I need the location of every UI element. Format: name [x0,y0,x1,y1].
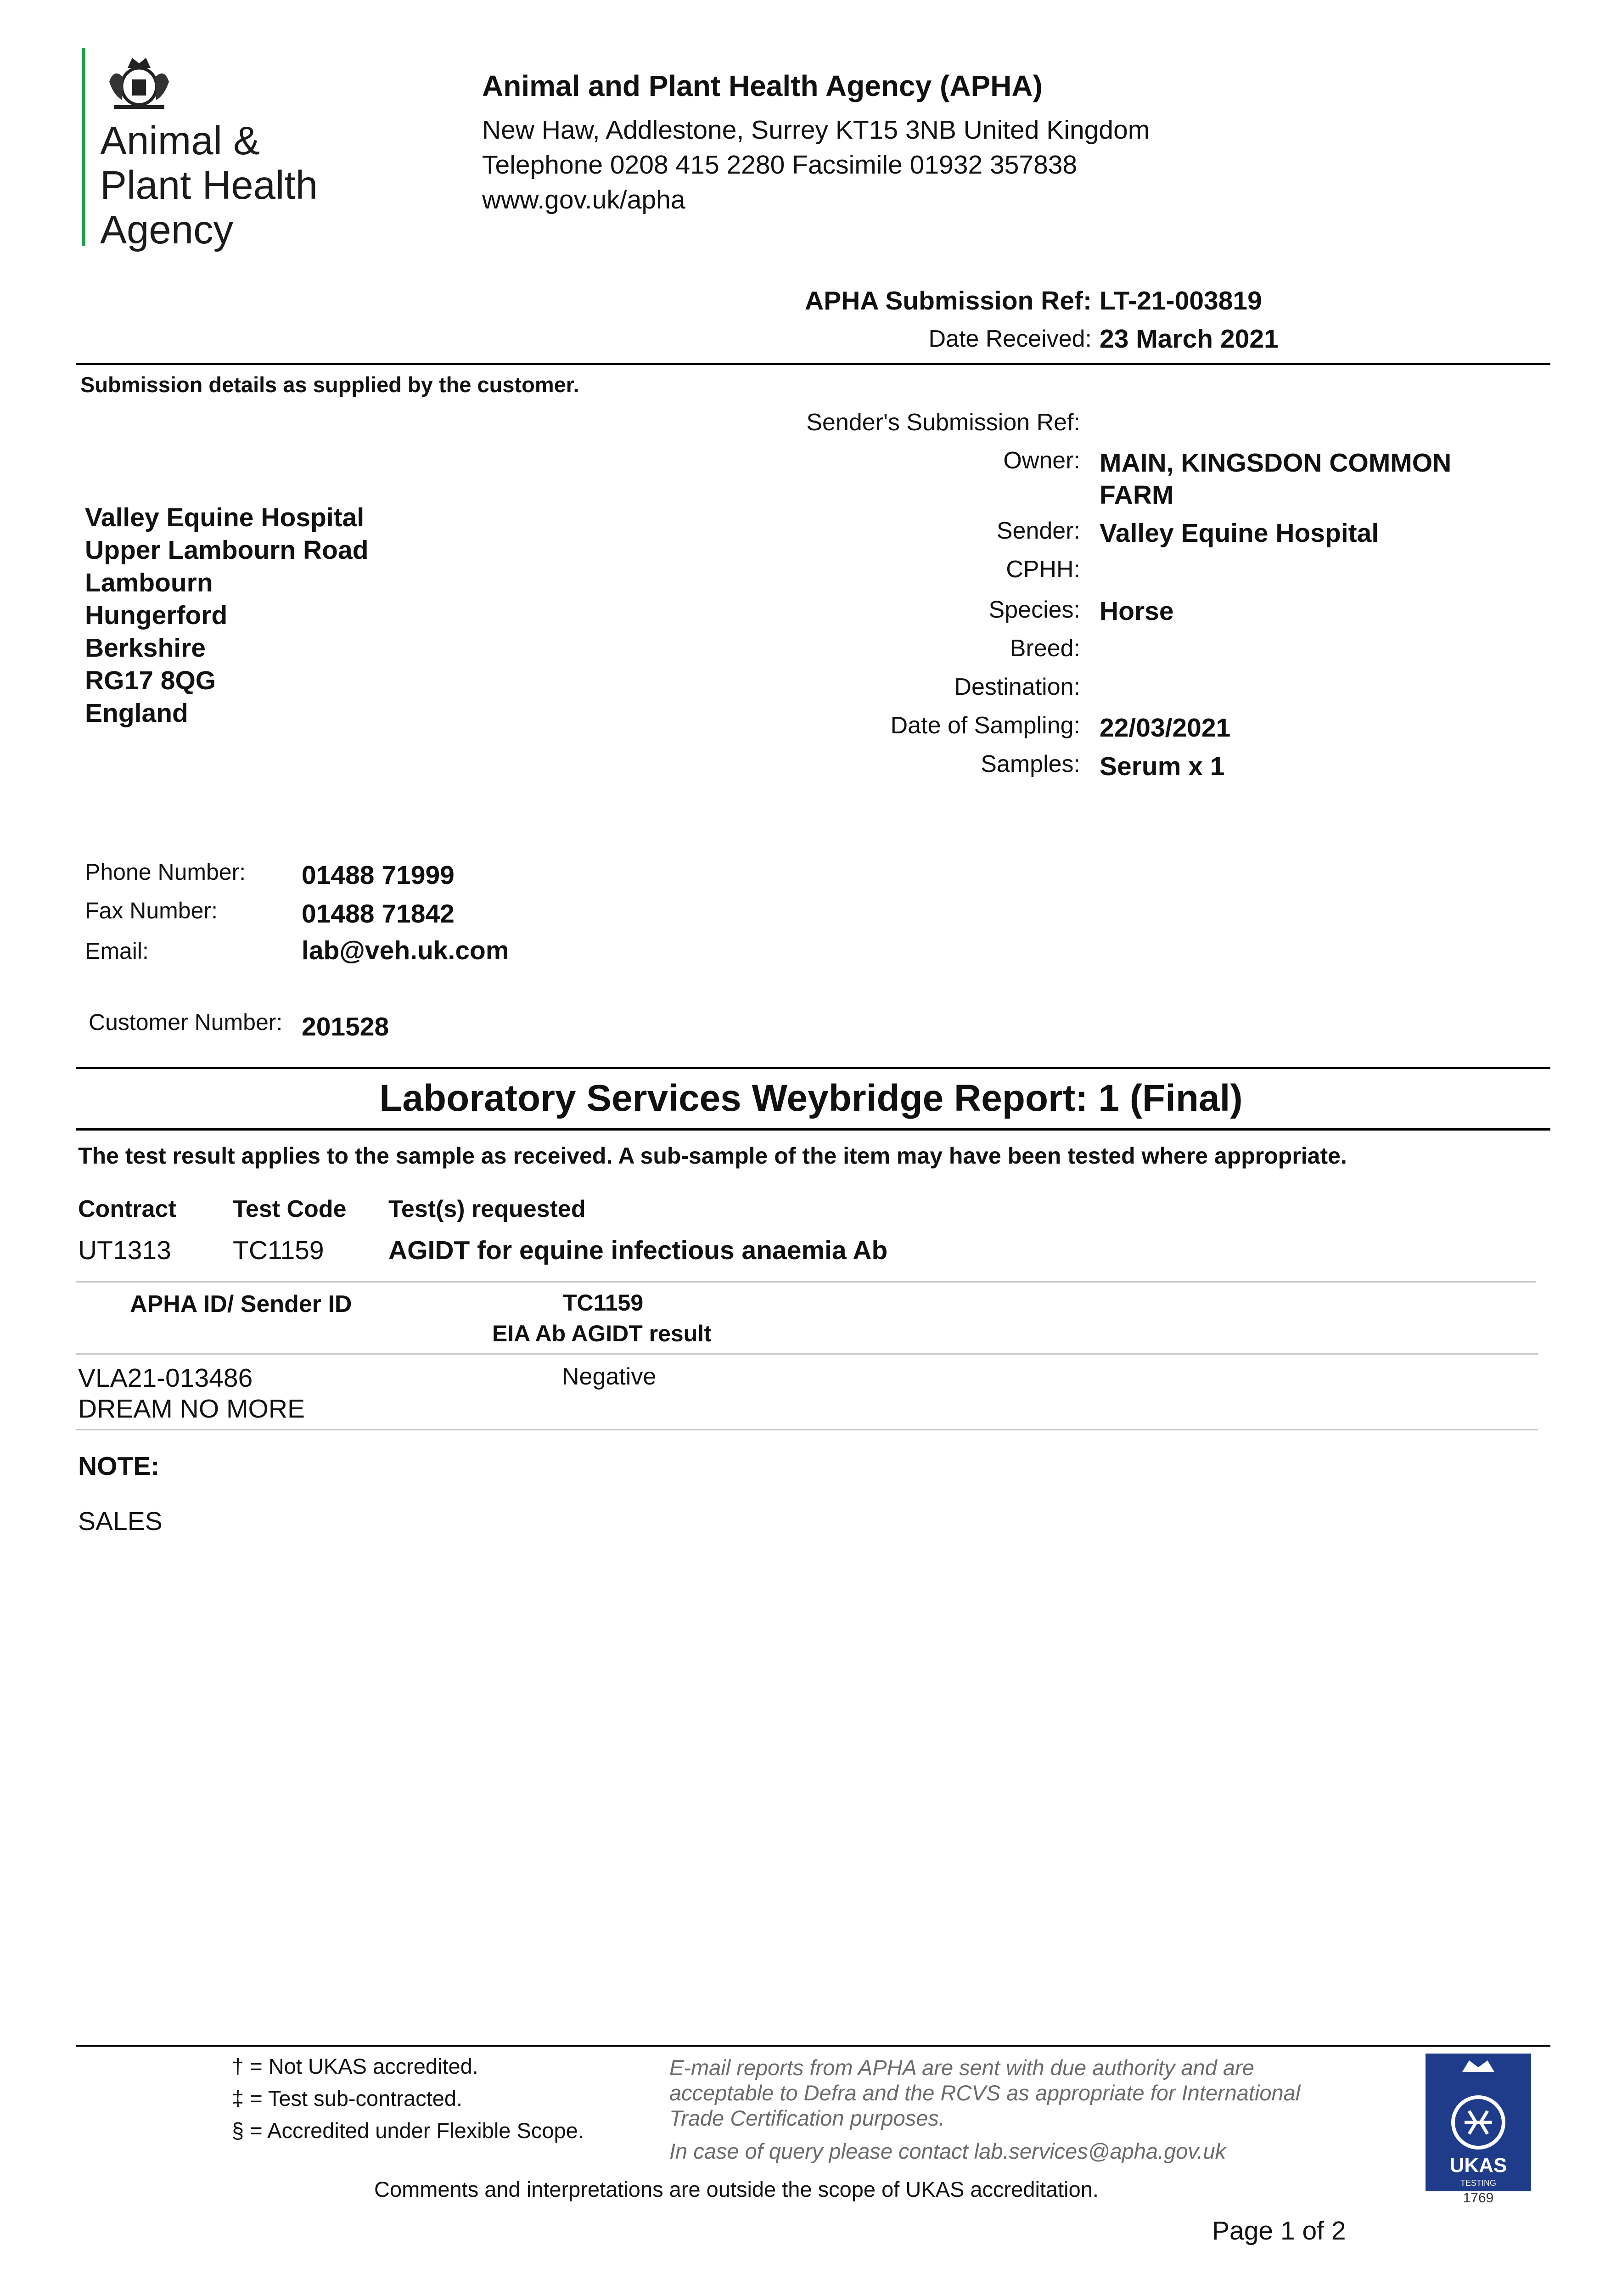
logo-green-bar [82,48,85,246]
note-value: SALES [78,1507,163,1536]
address-line: Hungerford [85,601,228,630]
legend-flexible-scope: § = Accredited under Flexible Scope. [232,2118,584,2143]
samples-label: Samples: [981,751,1080,777]
results-bottom-divider [76,1429,1538,1430]
address-line: Berkshire [85,633,206,663]
date-received-label: Date Received: [928,326,1092,352]
test-code-value: TC1159 [233,1236,324,1265]
ukas-number: 1769 [1463,2190,1494,2205]
results-name-header: EIA Ab AGIDT result [492,1321,712,1346]
results-header-divider [76,1353,1538,1355]
ukas-label: UKAS [1449,2154,1507,2177]
results-code-header: TC1159 [563,1290,644,1316]
submission-ref-label: APHA Submission Ref: [805,286,1092,315]
destination-label: Destination: [954,674,1080,700]
report-disclaimer: The test result applies to the sample as received. A sub-sample of the item may have been tested where appropriate. [78,1143,1347,1169]
sender-value: Valley Equine Hospital [1100,518,1379,548]
species-value: Horse [1100,597,1174,626]
footer-legend [232,2050,584,2147]
address-line: England [85,698,188,728]
sampling-date-value: 22/03/2021 [1100,713,1231,743]
customer-address [85,501,369,730]
cphh-label: CPHH: [1006,556,1080,583]
phone-label: Phone Number: [85,859,246,885]
note-label: NOTE: [78,1452,160,1481]
fax-label: Fax Number: [85,898,218,923]
phone-value: 01488 71999 [302,861,455,890]
samples-value: Serum x 1 [1100,752,1225,781]
footer-query-note: In case of query please contact lab.services@apha.gov.uk [669,2139,1226,2163]
date-received-value: 23 March 2021 [1100,324,1279,354]
customer-number-label: Customer Number: [89,1009,283,1035]
report-bottom-divider [76,1128,1550,1131]
agency-website[interactable]: www.gov.uk/apha [482,185,685,214]
owner-label: Owner: [1003,447,1080,474]
agency-name: Animal and Plant Health Agency (APHA) [482,69,1043,102]
email-note-line: Trade Certification purposes. [669,2106,945,2130]
agency-address: New Haw, Addlestone, Surrey KT15 3NB United Kingdom [482,115,1150,145]
sampling-date-label: Date of Sampling: [890,712,1080,739]
footer-email-note [669,2055,1300,2131]
contract-value: UT1313 [78,1236,171,1265]
results-id-header: APHA ID/ Sender ID [130,1291,352,1317]
customer-details-heading: Submission details as supplied by the customer. [80,372,579,397]
sender-id-value: DREAM NO MORE [78,1394,305,1424]
address-line: RG17 8QG [85,666,216,695]
footer-comments: Comments and interpretations are outside the scope of UKAS accreditation. [374,2177,1099,2201]
logo-line-1: Animal & [100,118,260,163]
logo-text [100,118,318,252]
address-line: Lambourn [85,568,213,597]
contract-header: Contract [78,1196,176,1222]
ukas-badge [1426,2054,1531,2205]
email-value[interactable]: lab@veh.uk.com [302,936,509,965]
report-title: Laboratory Services Weybridge Report: 1 (Final) [379,1077,1243,1119]
test-code-header: Test Code [233,1196,347,1222]
address-line: Valley Equine Hospital [85,503,365,532]
customer-number-value: 201528 [302,1012,389,1041]
table-divider [76,1281,1536,1283]
logo-line-3: Agency [100,208,234,252]
report-top-divider [76,1067,1550,1069]
ukas-sub: TESTING [1460,2178,1497,2188]
apha-id-value: VLA21-013486 [78,1363,253,1393]
sender-label: Sender: [996,518,1080,544]
email-label: Email: [85,938,149,964]
legend-not-accredited: † = Not UKAS accredited. [232,2054,478,2078]
owner-value-line-2: FARM [1100,480,1174,510]
submission-ref-value: LT-21-003819 [1100,286,1262,315]
email-note-line: E-mail reports from APHA are sent with due authority and are [669,2055,1254,2080]
footer-divider [76,2045,1550,2047]
breed-label: Breed: [1010,635,1080,662]
address-line: Upper Lambourn Road [85,535,369,565]
email-note-line: acceptable to Defra and the RCVS as appropriate for International [669,2081,1301,2105]
legend-subcontracted: ‡ = Test sub-contracted. [232,2086,463,2110]
ukas-logo-icon [1426,2054,1531,2205]
header-divider [76,363,1550,365]
agency-telephone: Telephone 0208 415 2280 Facsimile 01932 357838 [482,150,1078,180]
royal-crest-icon [100,50,178,114]
fax-value: 01488 71842 [302,899,455,929]
result-value: Negative [562,1363,657,1390]
tests-requested-value: AGIDT for equine infectious anaemia Ab [388,1236,888,1265]
senders-ref-label: Sender's Submission Ref: [806,409,1080,436]
owner-value-line-1: MAIN, KINGSDON COMMON [1100,448,1452,478]
logo-line-2: Plant Health [100,163,318,208]
species-label: Species: [988,597,1080,623]
tests-requested-header: Test(s) requested [388,1196,586,1222]
page-number: Page 1 of 2 [1212,2216,1346,2245]
